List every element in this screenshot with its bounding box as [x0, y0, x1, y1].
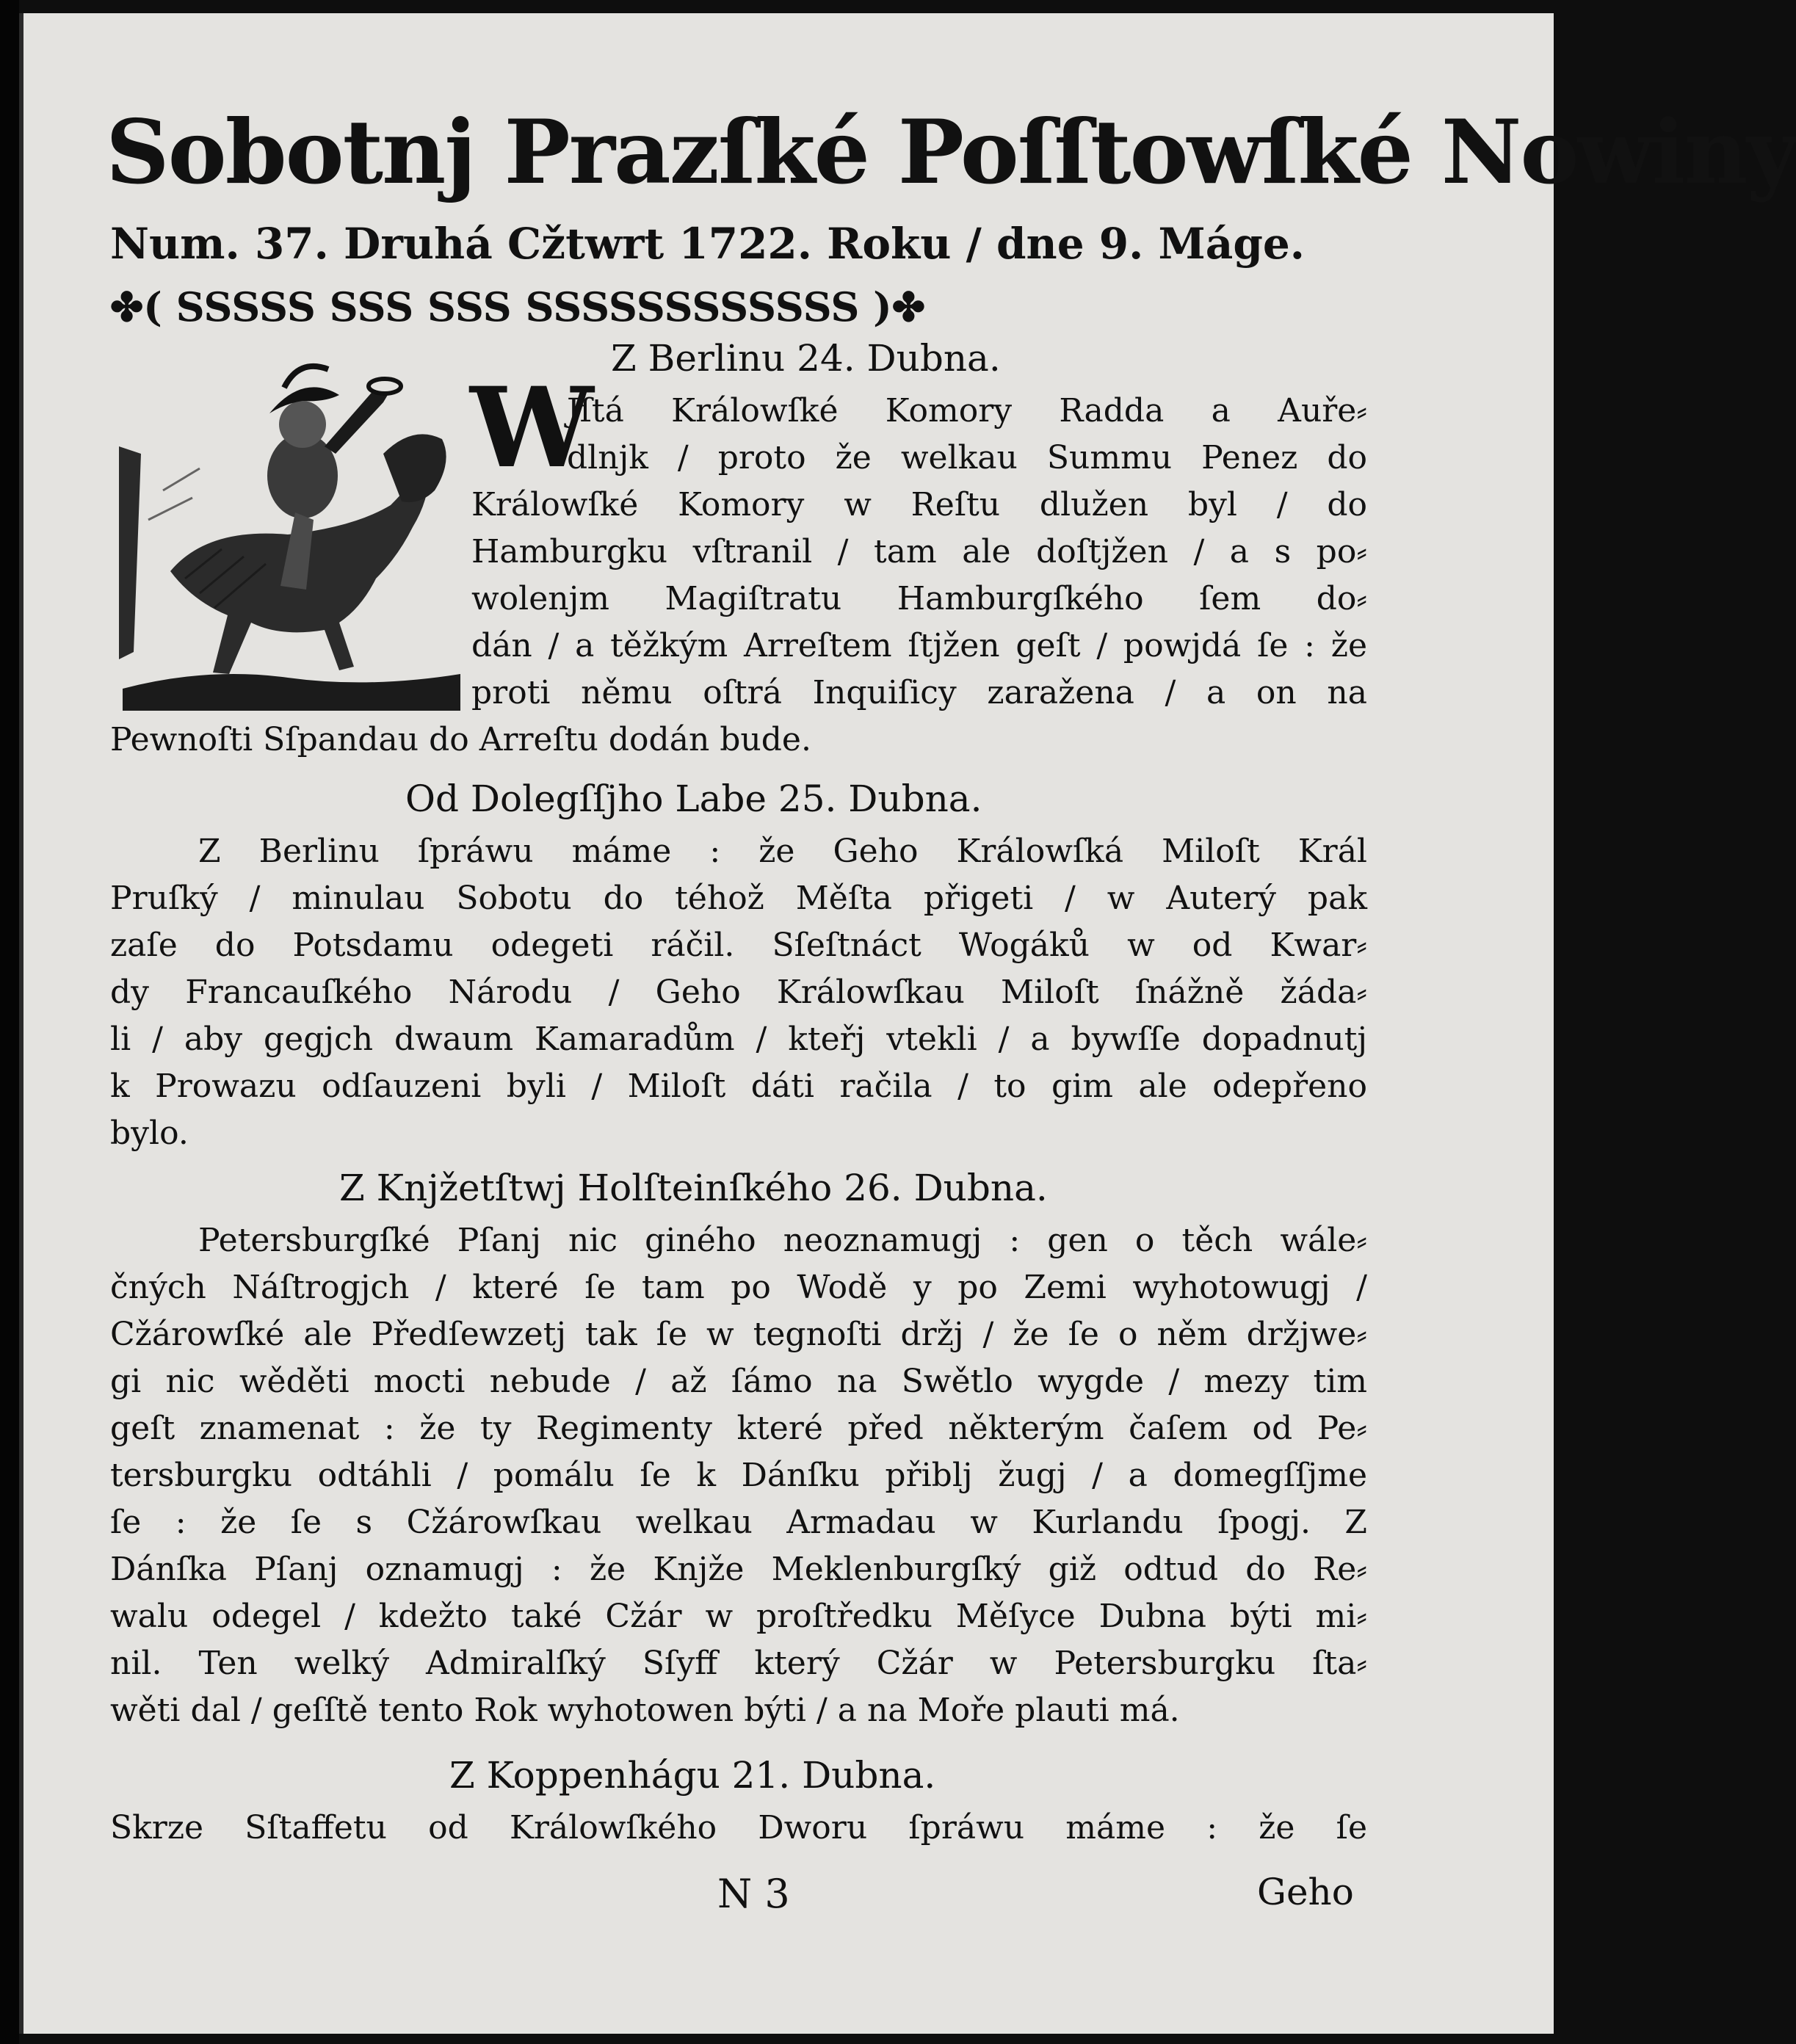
berlin-paragraph-2: [567, 435, 1367, 482]
text-line: Skrze Sſtaffetu od Králowſkého Dworu ſpráwu máme : že ſe: [110, 1809, 1367, 1847]
text-line: dy Francauſkého Národu / Geho Králowſkau Miloſt ſnážně žáda⸗: [110, 974, 1367, 1011]
text-line: Dánſka Pſanj oznamugj : že Knjže Meklenburgſký giž odtud do Re⸗: [110, 1551, 1367, 1588]
text-line: Z Berlinu ſpráwu máme : že Geho Králowſká Miloſt Král: [198, 833, 1367, 870]
text-line: ſe : že ſe s Cžárowſkau welkau Armadau w Kurlandu ſpogj. Z: [110, 1504, 1367, 1541]
signature-mark: N 3: [717, 1871, 790, 1917]
text-line: Petersburgſké Pſanj nic giného neoznamugj : gen o těch wále⸗: [198, 1222, 1367, 1259]
text-line: bylo.: [110, 1115, 189, 1152]
text-line: čných Náſtrogjch / které ſe tam po Wodě y po Zemi wyhotowugj /: [110, 1269, 1367, 1306]
text-line: tersburgku odtáhli / pomálu ſe k Dánſku přiblj žugj / a domegſſjme: [110, 1457, 1367, 1494]
heading-copenhagen: Z Koppenhágu 21. Dubna.: [449, 1754, 936, 1797]
text-line: gi nic wěděti mocti nebude / až ſámo na Swětlo wygde / mezy tim: [110, 1363, 1367, 1400]
text-line: geſt znamenat : že ty Regimenty které před některým čaſem od Pe⸗: [110, 1410, 1367, 1447]
text-line: k Prowazu odſauzeni byli / Miloſt dáti račila / to gim ale odepřeno: [110, 1068, 1367, 1105]
issue-line: Num. 37. Druhá Cžtwrt 1722. Roku / dne 9. Máge.: [110, 219, 1305, 269]
binding-edge: [0, 0, 19, 2044]
labe-paragraph: [110, 828, 1367, 1157]
heading-labe: Od Dolegſſjho Labe 25. Dubna.: [405, 778, 982, 820]
text-line: Pruſký / minulau Sobotu do téhož Měſta přigeti / w Auterý pak: [110, 880, 1367, 917]
text-line: Jſtá Králowſké Komory Radda a Auře⸗: [567, 392, 1367, 430]
text-line: walu odegel / kdežto také Cžár w proſtředku Měſyce Dubna býti mi⸗: [110, 1598, 1367, 1635]
holstein-paragraph: [110, 1217, 1367, 1734]
text-line: proti němu oſtrá Inquiſicy zaražena / a on na: [471, 674, 1367, 711]
text-line: Králowſké Komory w Reſtu dlužen byl / do: [471, 486, 1367, 523]
masthead-title: Sobotnj Prazſké Poſſtowſké Nowiny: [106, 101, 1796, 204]
text-line: wěti dal / geſſtě tento Rok wyhotowen býti / a na Moře plauti má.: [110, 1692, 1180, 1729]
ornament-row: ✤( SSSSS SSS SSS SSSSSSSSSSSS )✤: [110, 283, 925, 330]
copenhagen-paragraph: [110, 1805, 1367, 1852]
text-line: Pewnoſti Sſpandau do Arreſtu dodán bude.: [110, 721, 811, 758]
newspaper-page: [19, 13, 1796, 2034]
berlin-paragraph-top: [567, 388, 1367, 435]
heading-holstein: Z Knjžetſtwj Holſteinſkého 26. Dubna.: [339, 1167, 1048, 1209]
postrider-woodcut-icon: [119, 344, 464, 711]
heading-berlin: Z Berlinu 24. Dubna.: [611, 337, 1001, 380]
berlin-paragraph-rest: [471, 482, 1367, 717]
text-line: wolenjm Magiſtratu Hamburgſkého ſem do⸗: [471, 580, 1367, 617]
drop-cap: W: [470, 363, 594, 493]
text-line: dlnjk / proto že welkau Summu Penez do: [567, 439, 1367, 476]
text-line: dán / a těžkým Arreſtem ſtjžen geſt / powjdá ſe : že: [471, 627, 1367, 664]
text-line: li / aby gegjch dwaum Kamaradům / kteřj vtekli / a bywſſe dopadnutj: [110, 1021, 1367, 1058]
berlin-paragraph-end: [110, 717, 1367, 764]
text-line: Cžárowſké ale Předſewzetj tak ſe w tegnoſti držj / že ſe o něm držjwe⸗: [110, 1316, 1367, 1353]
catchword: Geho: [1257, 1871, 1354, 1913]
text-line: nil. Ten welký Admiralſký Sſyff který Cžár w Petersburgku ſta⸗: [110, 1645, 1367, 1682]
text-line: Hamburgku vſtranil / tam ale doſtjžen / a s po⸗: [471, 533, 1367, 570]
text-line: zaſe do Potsdamu odegeti ráčil. Sſeſtnáct Wogáků w od Kwar⸗: [110, 927, 1367, 964]
